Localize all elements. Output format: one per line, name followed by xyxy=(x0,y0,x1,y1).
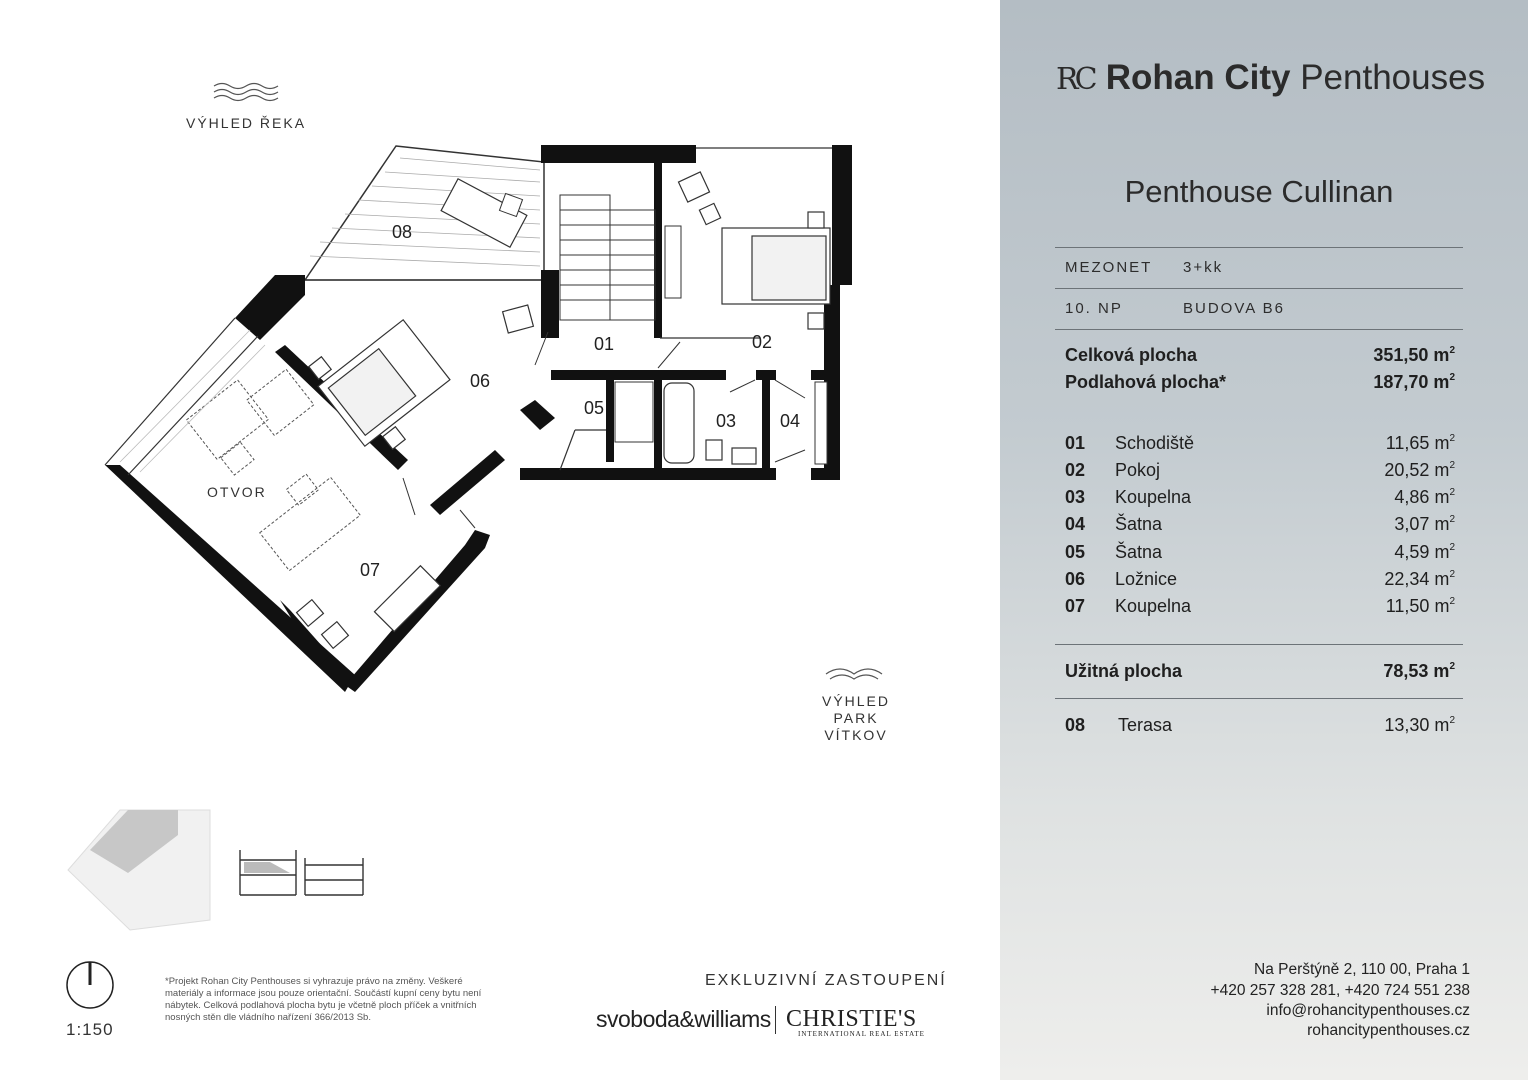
divider xyxy=(1055,698,1463,699)
staircase xyxy=(560,195,655,320)
terrace-08 xyxy=(305,146,544,280)
room-row: 05 Šatna 4,59 $m^2$ xyxy=(1065,542,1455,562)
rc-logo-icon: RC xyxy=(1056,62,1094,97)
room-label-06: 06 xyxy=(470,371,491,391)
usable-label: Užitná plocha xyxy=(1065,661,1183,681)
divider xyxy=(1055,247,1463,248)
site-key-plan xyxy=(68,810,210,930)
room-label-07: 07 xyxy=(360,560,381,580)
bathroom-03 xyxy=(664,383,756,464)
room-label-08: 08 xyxy=(392,222,413,242)
view-park-line1: VÝHLED xyxy=(821,693,891,709)
scale-label: 1:150 xyxy=(66,1020,114,1039)
unit-name: Penthouse Cullinan xyxy=(1124,174,1394,209)
total-label: Podlahová plocha* xyxy=(1065,372,1227,392)
meta-type: MEZONET xyxy=(1065,259,1153,276)
room-label-04: 04 xyxy=(780,411,801,431)
brand-title xyxy=(1056,58,1485,98)
bed-06 xyxy=(309,305,534,449)
north-arrow-icon xyxy=(67,962,113,1008)
room-row: 04 Šatna 3,07 $m^2$ xyxy=(1065,514,1455,534)
room-row: 02 Pokoj 20,52 $m^2$ xyxy=(1065,460,1455,480)
bed-02 xyxy=(678,172,830,329)
terrace-row: 08 Terasa 13,30 $m^2$ xyxy=(1065,715,1455,735)
christies-subtitle: INTERNATIONAL REAL ESTATE xyxy=(798,1030,925,1038)
divider xyxy=(1055,644,1463,645)
divider xyxy=(1055,329,1463,330)
usable-row xyxy=(1065,661,1455,685)
room-label-02: 02 xyxy=(752,332,773,352)
brand-light: Penthouses xyxy=(1300,58,1486,97)
room-row: 06 Ložnice 22,34 $m^2$ xyxy=(1065,569,1455,589)
meta-building: BUDOVA B6 xyxy=(1183,300,1285,317)
room-label-01: 01 xyxy=(594,334,615,354)
website-link[interactable]: rohancitypenthouses.cz xyxy=(1307,1022,1470,1039)
room-row: 03 Koupelna 4,86 $m^2$ xyxy=(1065,487,1455,507)
logo-divider xyxy=(775,1006,776,1034)
meta-layout: 3+kk xyxy=(1183,259,1224,276)
brand-bold: Rohan City xyxy=(1105,58,1291,97)
total-row xyxy=(1065,345,1455,369)
info-panel xyxy=(1000,0,1528,1080)
total-value: 187,70 $m^2$ xyxy=(1373,372,1455,392)
disclaimer-text: *Projekt Rohan City Penthouses si vyhrazuje právo na změny. Veškeré materiály a informace jsou pouze orientační. Součástí kupní ceny bytu není nábytek. Celková podlahová plocha bytu je včetně ploch příček a vnitřních nosných stěn dle vládního nařízení 366/2013 Sb. xyxy=(165,976,482,1023)
phone-line: +420 257 328 281, +420 724 551 238 xyxy=(1210,982,1470,999)
svoboda-williams-logo: svoboda&williams xyxy=(596,1006,771,1032)
room-row: 07 Koupelna 11,50 $m^2$ xyxy=(1065,596,1455,616)
exclusive-label: EXKLUZIVNÍ ZASTOUPENÍ xyxy=(705,972,947,989)
email-link[interactable]: info@rohancitypenthouses.cz xyxy=(1266,1002,1470,1019)
total-label: Celková plocha xyxy=(1065,345,1198,365)
room-label-03: 03 xyxy=(716,411,737,431)
section-key-plan xyxy=(240,850,363,895)
address-line: Na Perštýně 2, 110 00, Praha 1 xyxy=(1254,961,1470,978)
hills-icon xyxy=(826,669,882,679)
view-park-line2: PARK VÍTKOV xyxy=(824,710,888,743)
view-park-label xyxy=(800,693,912,744)
room-label-05: 05 xyxy=(584,398,605,418)
wave-icon xyxy=(214,84,278,101)
room-row: 01 Schodiště 11,65 $m^2$ xyxy=(1065,433,1455,453)
opening-label: OTVOR xyxy=(207,484,267,500)
meta-floor: 10. NP xyxy=(1065,300,1123,317)
divider xyxy=(1055,288,1463,289)
total-row xyxy=(1065,372,1455,396)
usable-value: 78,53 $m^2$ xyxy=(1383,661,1455,681)
view-river-label: VÝHLED ŘEKA xyxy=(186,115,307,131)
christies-logo: CHRISTIE'S xyxy=(786,1006,917,1032)
total-value: 351,50 $m^2$ xyxy=(1373,345,1455,365)
